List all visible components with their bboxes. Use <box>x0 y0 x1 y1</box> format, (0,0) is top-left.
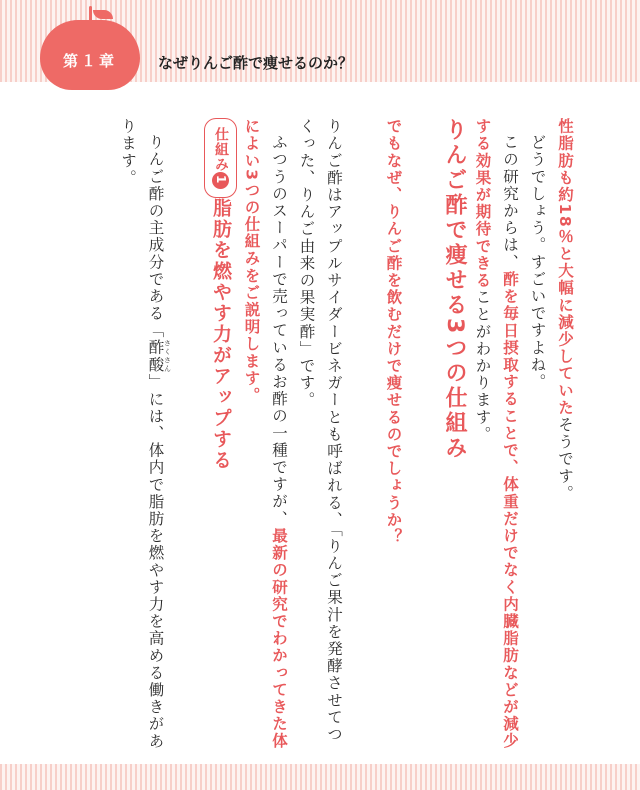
footer-stripe-band <box>0 764 640 790</box>
question-text: でもなぜ、りんご酢を飲むだけで痩せるのでしょうか？ <box>384 118 403 546</box>
term-with-ruby <box>146 338 172 374</box>
paragraph-intro <box>237 118 292 758</box>
highlight-text: 性脂肪も約18％と大幅に減少していた <box>556 118 574 417</box>
highlight-text: 最新の研究でわかってきた体によい3つの仕組みをご説明します。 <box>242 118 288 750</box>
section-number-badge: 1 <box>212 172 229 189</box>
apple-leaf-icon <box>93 10 113 19</box>
paragraph-result <box>551 118 579 758</box>
chapter-title: なぜりんご酢で痩せるのか？ <box>158 54 354 72</box>
subsection-title: 脂肪を燃やす力がアップする <box>210 198 232 471</box>
subsection-heading <box>196 118 238 758</box>
paragraph-text: りんご酢の主成分である「 <box>146 133 165 339</box>
paragraph-acetic-acid <box>114 118 172 758</box>
section-badge <box>204 118 238 198</box>
term-text: 酢酸 <box>146 338 165 374</box>
vertical-body-text <box>114 118 579 758</box>
ruby-reading: さくさん <box>163 338 172 374</box>
paragraph-study <box>468 118 523 758</box>
paragraph-text: ふつうのスーパーで売っているお酢の一種ですが、 <box>270 133 288 527</box>
paragraph-definition: りんご酢はアップルサイダービネガーとも呼ばれる、「りんご果汁を発酵させてつくった、りんご由来の果実酢」です。 <box>297 118 343 743</box>
chapter-label: 第１章 <box>62 52 117 70</box>
paragraph-comment: どうでしょう。すごいですよね。 <box>528 133 547 390</box>
paragraph-text: そうです。 <box>556 416 574 502</box>
section-badge-label: 仕組み <box>213 127 229 172</box>
highlight-text: 酢を毎日摂取することで、体重だけでなく内臓脂肪などが減少する効果が期待できる <box>473 118 519 750</box>
apple-icon <box>40 4 140 90</box>
paragraph-text: 」には、体内で脂肪を燃やす力を高める働きがあります。 <box>119 118 165 750</box>
paragraph-text: この研究からは、 <box>501 133 519 271</box>
section-heading: りんご酢で痩せる3つの仕組み <box>442 118 467 462</box>
paragraph-text: ことがわかります。 <box>473 289 492 443</box>
